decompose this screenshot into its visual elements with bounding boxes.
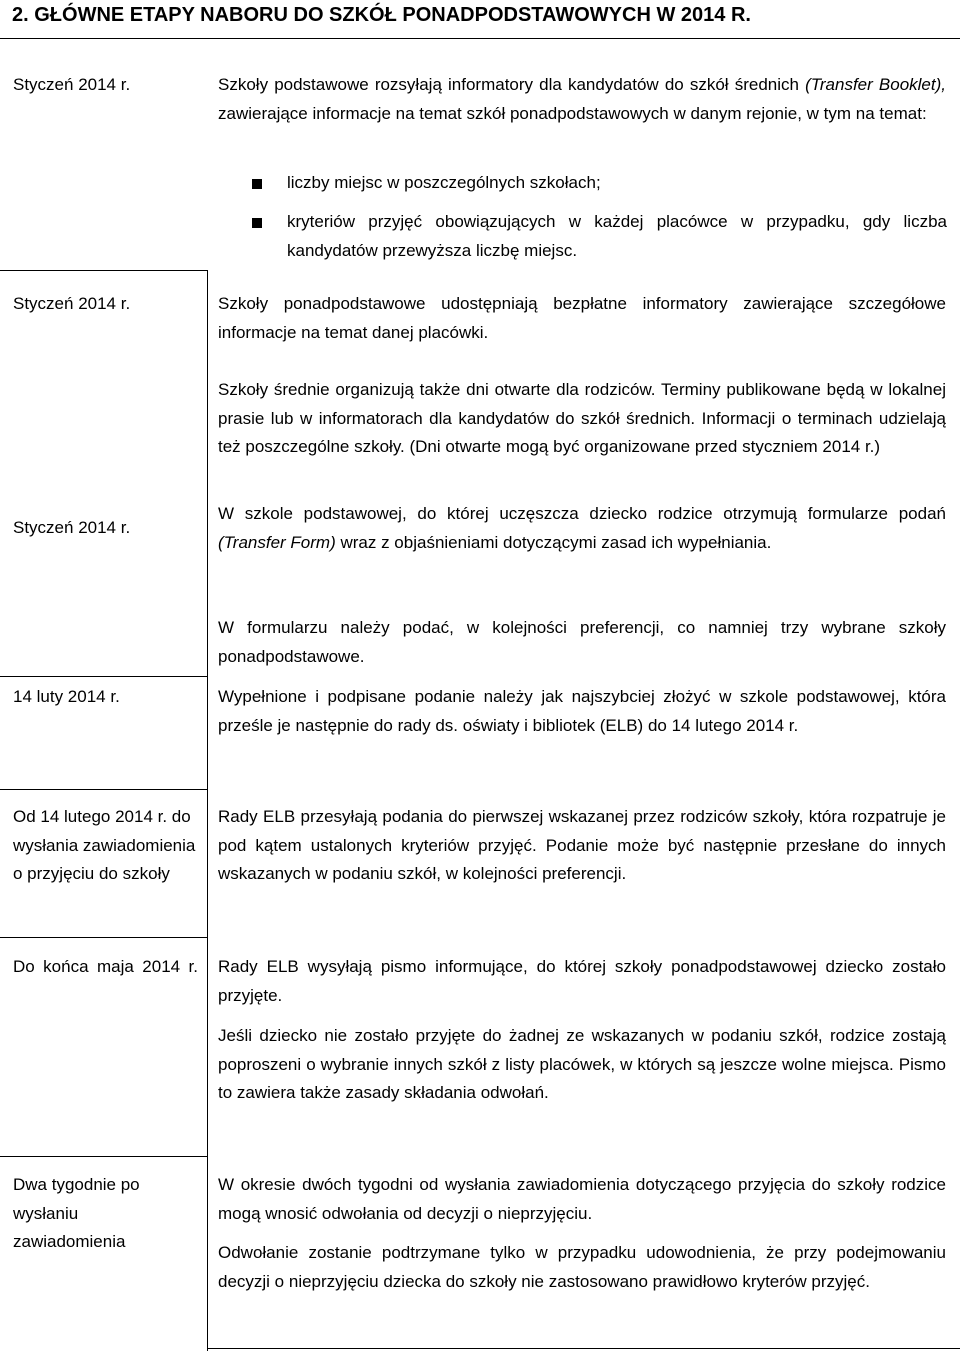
row-5-paragraph-1: Rady ELB przesyłają podania do pierwszej wskazanej przez rodziców szkoły, która rozpatruje je pod kątem ustalonych kryteriów przyjęć. Podanie może być następnie przesłane do innych wskazanych w podaniu szkół, w kolejności preferencji. (218, 807, 946, 883)
title-divider (0, 38, 960, 39)
row-6-paragraph-1: Rady ELB wysyłają pismo informujące, do której szkoły ponadpodstawowej dziecko zostało przyjęte. (218, 957, 946, 1005)
row-3-paragraph-1: W szkole podstawowej, do której uczęszcza dziecko rodzice otrzymują formularze podań (Transfer Form) wraz z objaśnieniami dotyczącymi zasad ich wypełniania. (218, 504, 946, 552)
bullet-item: kryteriów przyjęć obowiązujących w każdej placówce w przypadku, gdy liczba kandydatów przewyższa liczbę miejsc. (287, 212, 947, 260)
bullet-square-icon (252, 218, 262, 228)
row-date-3: Styczeń 2014 r. (13, 518, 131, 537)
row-date-6: Do końca maja 2014 r. (13, 957, 198, 976)
row-2-paragraph-2: Szkoły średnie organizują także dni otwarte dla rodziców. Terminy publikowane będą w lokalnej prasie lub w informatorach dla kandydatów do szkół średnich. Informacji o terminach udzielają też poszczególne szkoły. (Dni otwarte mogą być organizowane przed styczniem 2014 r.) (218, 380, 946, 456)
row-6-paragraph-2: Jeśli dziecko nie zostało przyjęte do żadnej ze wskazanych w podaniu szkół, rodzice zostają poproszeni o wybranie innych szkół z listy placówek, w których są jeszcze wolne miejsca. Pismo to zawiera także zasady składania odwołań. (218, 1026, 946, 1102)
row-date-4: 14 luty 2014 r. (13, 687, 120, 706)
row-3-paragraph-2: W formularzu należy podać, w kolejności preferencji, co namniej trzy wybrane szkoły ponadpodstawowe. (218, 618, 946, 666)
row-divider (0, 676, 207, 677)
row-divider (0, 937, 207, 938)
row-divider (0, 789, 207, 790)
content-frame-left-border (207, 270, 208, 1351)
row-date-5: Od 14 lutego 2014 r. do wysłania zawiadomienia o przyjęciu do szkoły (13, 807, 196, 883)
row-divider (0, 1156, 207, 1157)
row-date-2: Styczeń 2014 r. (13, 294, 131, 313)
page-title: 2. GŁÓWNE ETAPY NABORU DO SZKÓŁ PONADPODSTAWOWYCH W 2014 R. (12, 4, 751, 26)
row-1-intro: Szkoły podstawowe rozsyłają informatory dla kandydatów do szkół średnich (Transfer Booklet), zawierające informacje na temat szkół ponadpodstawowych w danym rejonie, w tym na temat: (218, 75, 946, 123)
bullet-item: liczby miejsc w poszczególnych szkołach; (287, 173, 601, 192)
row-date-7: Dwa tygodnie po wysłaniu zawiadomienia (13, 1175, 140, 1251)
content-frame-bottom-border (207, 1348, 960, 1349)
bullet-square-icon (252, 179, 262, 189)
row-divider (0, 270, 207, 271)
row-2-paragraph-1: Szkoły ponadpodstawowe udostępniają bezpłatne informatory zawierające szczegółowe informacje na temat danej placówki. (218, 294, 946, 342)
row-4-paragraph-1: Wypełnione i podpisane podanie należy jak najszybciej złożyć w szkole podstawowej, która prześle je następnie do rady ds. oświaty i bibliotek (ELB) do 14 lutego 2014 r. (218, 687, 946, 735)
row-7-paragraph-2: Odwołanie zostanie podtrzymane tylko w przypadku udowodnienia, że przy podejmowaniu decyzji o nieprzyjęciu dziecka do szkoły nie zastosowano prawidłowo kryterów przyjęć. (218, 1243, 946, 1291)
row-date-1: Styczeń 2014 r. (13, 75, 131, 94)
row-7-paragraph-1: W okresie dwóch tygodni od wysłania zawiadomienia dotyczącego przyjęcia do szkoły rodzice mogą wnosić odwołania od decyzji o nieprzyjęciu. (218, 1175, 946, 1223)
